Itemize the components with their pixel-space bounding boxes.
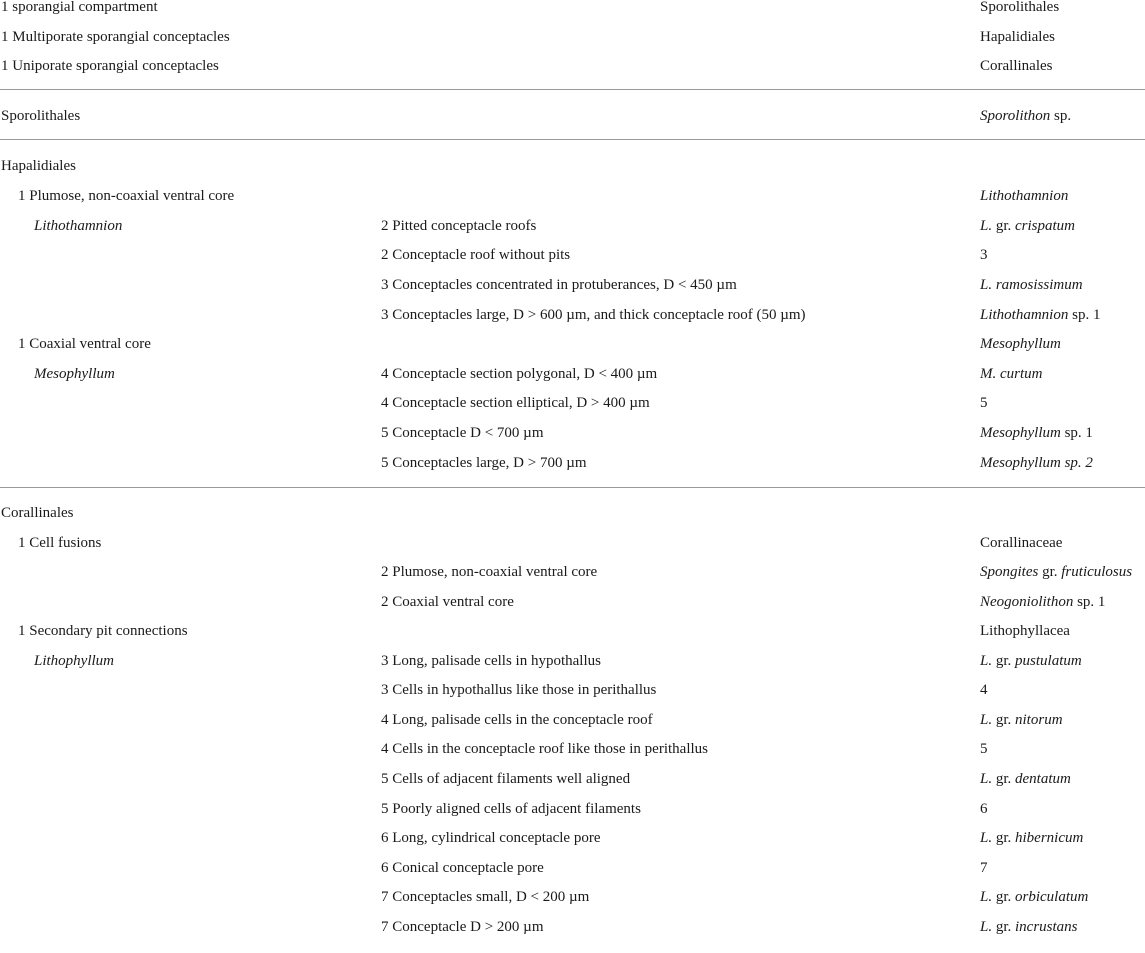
key-row — [0, 392, 1145, 414]
key-row — [0, 244, 1145, 266]
key-result-cell — [980, 620, 1070, 642]
key-row — [0, 304, 1145, 326]
result-text-segment: Spongites — [980, 564, 1039, 580]
key-lead-cell: 1 Secondary pit connections — [18, 623, 188, 639]
key-row — [0, 452, 1145, 474]
key-result-cell — [980, 798, 988, 820]
key-result-cell — [980, 532, 1062, 554]
key-couplet-cell: 7 Conceptacle D > 200 µm — [381, 919, 544, 935]
key-couplet-cell: 4 Conceptacle section polygonal, D < 400 µm — [381, 366, 658, 382]
result-text-segment: M. curtum — [980, 366, 1043, 382]
result-text-segment: crispatum — [1015, 218, 1076, 234]
result-text-segment: gr. — [992, 712, 1016, 728]
key-result-cell — [980, 738, 988, 760]
key-couplet-cell: 5 Cells of adjacent filaments well aligned — [381, 771, 631, 787]
key-row — [0, 155, 1145, 177]
key-result-cell — [980, 244, 988, 266]
result-text-segment: Mesophyllum sp. 2 — [980, 455, 1093, 471]
result-text-segment: L. — [980, 712, 993, 728]
key-result-cell — [980, 916, 1078, 938]
result-text-segment: L. — [980, 218, 993, 234]
key-result-cell — [980, 26, 1055, 48]
key-lead-cell: Sporolithales — [1, 108, 81, 124]
key-result-cell — [980, 304, 1100, 326]
key-couplet-cell: 2 Conceptacle roof without pits — [381, 247, 571, 263]
result-text-segment: 6 — [980, 801, 988, 817]
result-text-segment: gr. — [992, 771, 1016, 787]
key-row — [0, 215, 1145, 237]
key-result-cell — [980, 105, 1071, 127]
key-result-cell — [980, 333, 1061, 355]
result-text-segment: dentatum — [1015, 771, 1071, 787]
key-result-cell — [980, 561, 1132, 583]
key-couplet-cell: 3 Conceptacles concentrated in protuberances, D < 450 µm — [381, 277, 737, 293]
key-row — [0, 768, 1145, 790]
key-result-cell — [980, 363, 1043, 385]
key-result-cell — [980, 679, 988, 701]
key-lead-cell: Hapalidiales — [1, 158, 76, 174]
key-couplet-cell: 5 Conceptacle D < 700 µm — [381, 425, 544, 441]
key-row — [0, 26, 1145, 48]
key-couplet-cell: 6 Conical conceptacle pore — [381, 860, 544, 876]
key-row — [0, 591, 1145, 613]
result-text-segment: fruticulosus — [1061, 564, 1133, 580]
key-result-cell — [980, 827, 1083, 849]
result-text-segment: gr. — [992, 889, 1016, 905]
key-result-cell — [980, 392, 988, 414]
key-row — [0, 827, 1145, 849]
key-row — [0, 679, 1145, 701]
result-text-segment: Lithothamnion — [980, 307, 1069, 323]
key-couplet-cell: 3 Long, palisade cells in hypothallus — [381, 653, 601, 669]
result-text-segment: 7 — [980, 860, 988, 876]
result-text-segment: sp. 1 — [1073, 594, 1106, 610]
key-row — [0, 105, 1145, 127]
key-result-cell — [980, 857, 988, 879]
result-text-segment: gr. — [992, 653, 1016, 669]
key-row — [0, 274, 1145, 296]
key-row — [0, 0, 1145, 18]
result-text-segment: orbiculatum — [1015, 889, 1089, 905]
key-couplet-cell: 2 Pitted conceptacle roofs — [381, 218, 537, 234]
key-row — [0, 185, 1145, 207]
result-text-segment: L. — [980, 889, 993, 905]
section-divider — [0, 139, 1145, 140]
key-result-cell — [980, 55, 1052, 77]
key-row — [0, 422, 1145, 444]
key-couplet-cell: 7 Conceptacles small, D < 200 µm — [381, 889, 590, 905]
key-result-cell — [980, 768, 1071, 790]
key-row — [0, 55, 1145, 77]
key-couplet-cell: 4 Long, palisade cells in the conceptacle roof — [381, 712, 653, 728]
result-text-segment: Hapalidiales — [980, 29, 1055, 45]
key-result-cell — [980, 650, 1082, 672]
result-text-segment: Lithothamnion — [980, 188, 1069, 204]
key-lead-cell: 1 Plumose, non-coaxial ventral core — [18, 188, 235, 204]
key-lead-cell: Lithothamnion — [34, 218, 123, 234]
key-row — [0, 886, 1145, 908]
result-text-segment: 5 — [980, 741, 988, 757]
key-lead-cell: Lithophyllum — [34, 653, 115, 669]
key-lead-cell: Mesophyllum — [34, 366, 115, 382]
result-text-segment: sp. 1 — [1068, 307, 1101, 323]
key-couplet-cell: 6 Long, cylindrical conceptacle pore — [381, 830, 601, 846]
result-text-segment: L. ramosissimum — [980, 277, 1083, 293]
key-result-cell — [980, 215, 1075, 237]
result-text-segment: incrustans — [1015, 919, 1078, 935]
result-text-segment: Neogoniolithon — [980, 594, 1074, 610]
key-couplet-cell: 4 Conceptacle section elliptical, D > 400 µm — [381, 395, 650, 411]
result-text-segment: Corallinales — [980, 58, 1053, 74]
key-row — [0, 502, 1145, 524]
section-divider — [0, 89, 1145, 90]
key-row — [0, 798, 1145, 820]
key-couplet-cell: 2 Plumose, non-coaxial ventral core — [381, 564, 598, 580]
key-row — [0, 709, 1145, 731]
result-text-segment: L. — [980, 653, 993, 669]
result-text-segment: pustulatum — [1015, 653, 1082, 669]
key-row — [0, 916, 1145, 938]
result-text-segment: Lithophyllacea — [980, 623, 1070, 639]
key-result-cell — [980, 274, 1083, 296]
key-row — [0, 857, 1145, 879]
key-result-cell — [980, 709, 1063, 731]
key-couplet-cell: 4 Cells in the conceptacle roof like those in perithallus — [381, 741, 708, 757]
key-result-cell — [980, 422, 1093, 444]
key-couplet-cell: 5 Conceptacles large, D > 700 µm — [381, 455, 587, 471]
result-text-segment: Corallinaceae — [980, 535, 1063, 551]
result-text-segment: 3 — [980, 247, 988, 263]
result-text-segment: L. — [980, 919, 993, 935]
key-row — [0, 620, 1145, 642]
key-couplet-cell: 2 Coaxial ventral core — [381, 594, 514, 610]
result-text-segment: hibernicum — [1015, 830, 1084, 846]
key-couplet-cell: 3 Conceptacles large, D > 600 µm, and thick conceptacle roof (50 µm) — [381, 307, 806, 323]
key-lead-cell: 1 Multiporate sporangial conceptacles — [1, 29, 230, 45]
key-row — [0, 532, 1145, 554]
result-text-segment: Sporolithon — [980, 108, 1051, 124]
key-lead-cell: 1 Coaxial ventral core — [18, 336, 151, 352]
key-couplet-cell: 5 Poorly aligned cells of adjacent filaments — [381, 801, 641, 817]
key-row — [0, 561, 1145, 583]
section-divider — [0, 487, 1145, 488]
key-result-cell — [980, 0, 1059, 18]
key-result-cell — [980, 185, 1068, 207]
result-text-segment: gr. — [992, 830, 1016, 846]
key-lead-cell: Corallinales — [1, 505, 74, 521]
result-text-segment: Mesophyllum — [980, 425, 1061, 441]
result-text-segment: 4 — [980, 682, 988, 698]
key-couplet-cell: 3 Cells in hypothallus like those in perithallus — [381, 682, 657, 698]
key-row — [0, 363, 1145, 385]
key-result-cell — [980, 886, 1088, 908]
key-lead-cell: 1 Uniporate sporangial conceptacles — [1, 58, 219, 74]
key-result-cell — [980, 452, 1093, 474]
key-row — [0, 738, 1145, 760]
result-text-segment: Mesophyllum — [980, 336, 1061, 352]
result-text-segment: sp. 1 — [1060, 425, 1093, 441]
result-text-segment: L. — [980, 771, 993, 787]
result-text-segment: gr. — [992, 218, 1016, 234]
key-row — [0, 333, 1145, 355]
result-text-segment: L. — [980, 830, 993, 846]
key-result-cell — [980, 591, 1105, 613]
result-text-segment: gr. — [992, 919, 1016, 935]
key-lead-cell: 1 sporangial compartment — [1, 0, 158, 15]
key-row — [0, 650, 1145, 672]
result-text-segment: Sporolithales — [980, 0, 1060, 15]
result-text-segment: nitorum — [1015, 712, 1063, 728]
result-text-segment: gr. — [1038, 564, 1062, 580]
key-lead-cell: 1 Cell fusions — [18, 535, 102, 551]
result-text-segment: 5 — [980, 395, 988, 411]
result-text-segment: sp. — [1050, 108, 1072, 124]
